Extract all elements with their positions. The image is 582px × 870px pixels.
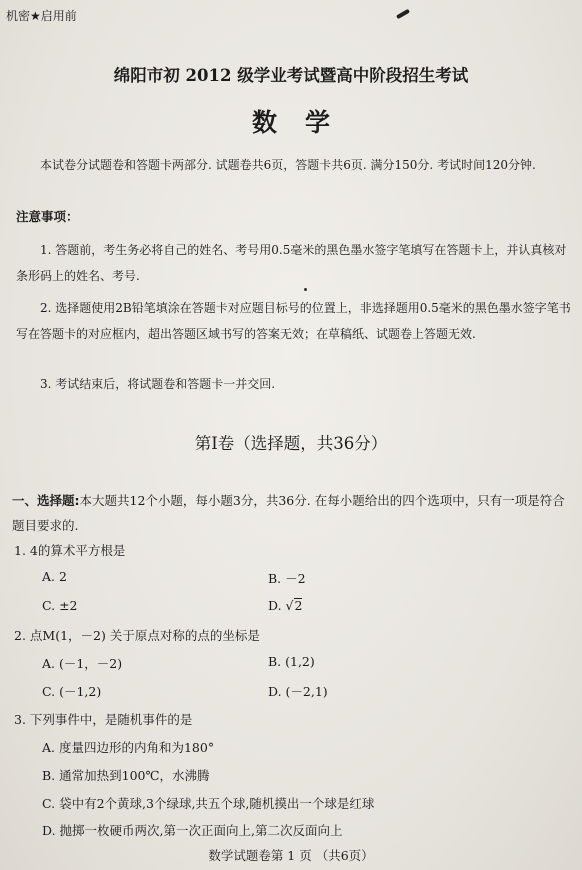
question-1-option-b: B. －2 bbox=[268, 571, 306, 586]
ink-dot bbox=[304, 288, 307, 291]
question-3-stem: 3. 下列事件中，是随机事件的是 bbox=[14, 712, 193, 727]
exam-intro: 本试卷分试题卷和答题卡两部分. 试题卷共6页，答题卡共6页. 满分150分. 考试时间120分钟. bbox=[40, 158, 536, 172]
question-1-option-d bbox=[268, 598, 302, 613]
confidential-label: 机密★启用前 bbox=[6, 9, 77, 23]
pen-mark bbox=[396, 9, 410, 19]
subject-title: 数学 bbox=[251, 108, 358, 137]
question-2-option-b: B. (1,2) bbox=[268, 654, 315, 669]
page-footer: 数学试题卷第 1 页 （共6页） bbox=[208, 848, 374, 863]
note-item-3: 3. 考试结束后，将试题卷和答题卡一并交回. bbox=[40, 377, 276, 391]
part-title: 第Ⅰ卷（选择题，共36分） bbox=[194, 434, 388, 453]
question-1-option-a: A. 2 bbox=[42, 569, 67, 584]
question-1-stem: 1. 4的算术平方根是 bbox=[14, 543, 126, 558]
notes-heading: 注意事项： bbox=[16, 209, 79, 224]
sqrt-radicand: 2 bbox=[294, 598, 303, 613]
question-2-option-c: C. (－1,2) bbox=[42, 684, 102, 699]
exam-title: 绵阳市初 2012 级学业考试暨高中阶段招生考试 bbox=[113, 66, 469, 85]
question-3-option-a: A. 度量四边形的内角和为180° bbox=[42, 740, 215, 755]
note-item-1: 1. 答题前，考生务必将自己的姓名、考号用0.5毫米的黑色墨水签字笔填写在答题卡上，并认真核对条形码上的姓名、考号. bbox=[16, 243, 567, 283]
question-2-option-d: D. (－2,1) bbox=[268, 684, 328, 699]
question-3-option-b: B. 通常加热到100℃，水沸腾 bbox=[42, 768, 210, 783]
section-heading bbox=[12, 488, 572, 538]
question-1-option-d-prefix: D. bbox=[268, 598, 286, 613]
question-2-option-a: A. (－1，－2) bbox=[42, 656, 123, 671]
question-2-stem: 2. 点M(1，－2) 关于原点对称的点的坐标是 bbox=[14, 628, 260, 643]
section-text: 本大题共12个小题，每小题3分，共36分. 在每小题给出的四个选项中，只有一项是符合题目要求的. bbox=[12, 493, 565, 533]
question-3-option-d: D. 抛掷一枚硬币两次,第一次正面向上,第二次反面向上 bbox=[42, 823, 343, 838]
note-item-2: 2. 选择题使用2B铅笔填涂在答题卡对应题目标号的位置上，非选择题用0.5毫米的黑色墨水签字笔书写在答题卡的对应框内，超出答题区域书写的答案无效；在草稿纸、试题卷上答题无效. bbox=[16, 301, 571, 341]
question-1-option-c: C. ±2 bbox=[42, 598, 78, 613]
section-label: 一、选择题: bbox=[12, 493, 80, 508]
sqrt-symbol: √ bbox=[285, 598, 294, 613]
question-3-option-c: C. 袋中有2个黄球,3个绿球,共五个球,随机摸出一个球是红球 bbox=[42, 796, 375, 811]
